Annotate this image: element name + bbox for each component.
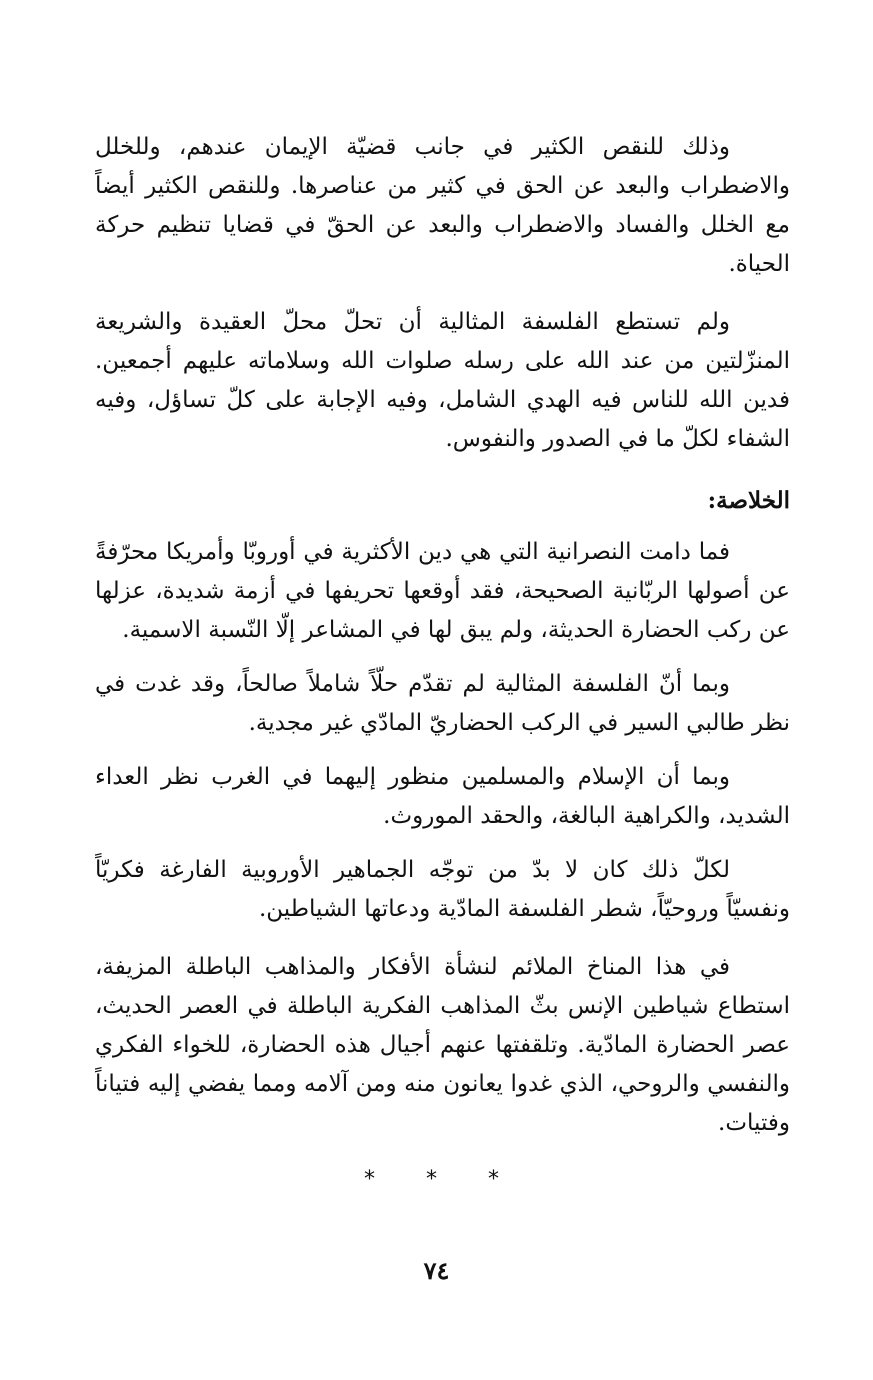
paragraph-2: ولم تستطع الفلسفة المثالية أن تحلّ محلّ العقيدة والشريعة المنزّلتين من عند الله على رسله صلوات الله وسلاماته عليهم أجمعين. فدين الله للناس فيه الهدي الشامل، وفيه الإجابة على كلّ تساؤل، وفيه الشفاء لكلّ ما في الصدور والنفوس. [95,309,790,452]
summary-paragraph-1: فما دامت النصرانية التي هي دين الأكثرية في أوروبّا وأمريكا محرّفةً عن أصولها الربّانية الصحيحة، فقد أوقعها تحريفها في أزمة شديدة، عزلها عن ركب الحضارة الحديثة، ولم يبق لها في المشاعر إلّا النّسبة الاسمية. [95,539,790,643]
page-body [95,128,790,1199]
summary-paragraph-2: وبما أنّ الفلسفة المثالية لم تقدّم حلّاً شاملاً صالحاً، وقد غدت في نظر طالبي السير في الركب الحضاريّ المادّي غير مجدية. [95,671,790,736]
closing-paragraph: في هذا المناخ الملائم لنشأة الأفكار والمذاهب الباطلة المزيفة، استطاع شياطين الإنس بثّ المذاهب الفكرية الباطلة في العصر الحديث، عصر الحضارة المادّية. وتلقفتها عنهم أجيال هذه الحضارة، للخواء الفكري والنفسي والروحي، الذي غدوا يعانون منه ومن آلامه ومما يفضي إليه فتياناً وفتيات. [95,954,790,1136]
section-heading: الخلاصة: [707,487,790,514]
summary-paragraph-3: وبما أن الإسلام والمسلمين منظور إليهما في الغرب نظر العداء الشديد، والكراهية البالغة، والحقد الموروث. [95,764,790,829]
paragraph-1: وذلك للنقص الكثير في جانب قضيّة الإيمان عندهم، وللخلل والاضطراب والبعد عن الحق في كثير من عناصرها. وللنقص الكثير أيضاً مع الخلل والفساد والاضطراب والبعد عن الحقّ في قضايا تنظيم حركة الحياة. [95,134,790,277]
page-number: ٧٤ [423,1256,450,1285]
section-separator: * * * [364,1167,521,1192]
summary-paragraph-4: لكلّ ذلك كان لا بدّ من توجّه الجماهير الأوروبية الفارغة فكريّاً ونفسيّاً وروحيّاً، شطر الفلسفة المادّية ودعاتها الشياطين. [95,857,790,922]
